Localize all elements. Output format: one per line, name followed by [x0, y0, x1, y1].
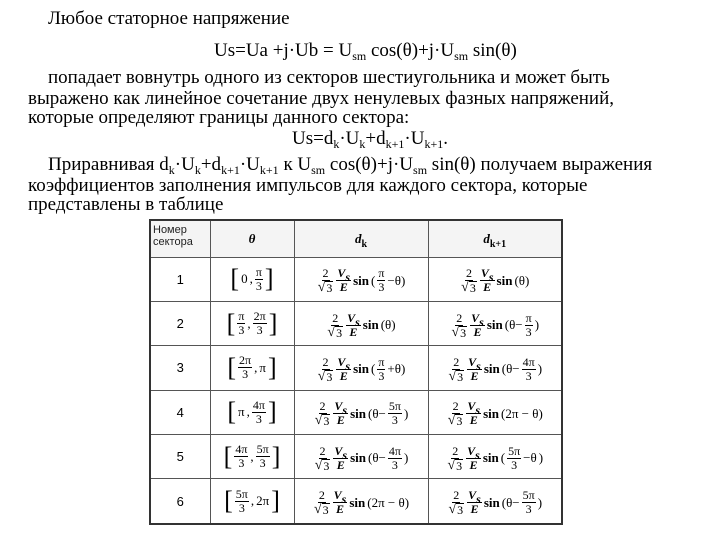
header-sector-number: Номер сектора	[150, 220, 210, 257]
formula-us-polar: $Us=Ua +j\cdot Ub = U_{sm}$ $\cos(\theta)+j\cdot U_{sm}$ sin(θ)	[214, 40, 517, 63]
dk-formula: 2 √ 3 $V_s$ E sin ( π 3 +θ)	[294, 346, 428, 390]
table-row	[150, 435, 562, 479]
table-row	[150, 301, 562, 345]
theta-range: [ π 3 , 2π 3 ]	[210, 301, 294, 345]
dk-formula: 2 √ 3 $V_s$ E sin (θ− 5π 3 )	[294, 390, 428, 434]
sector-number: 6	[150, 479, 210, 524]
theta-range: [ 5π 3 , 2π ]	[210, 479, 294, 524]
paragraph-line-8: коэффициентов заполнения импульсов для каждого сектора, которые	[28, 175, 588, 196]
theta-range: [ 4π 3 , 5π 3 ]	[210, 435, 294, 479]
dk-formula: 2 √ 3 $V_s$ E sin ( π 3 −θ)	[294, 257, 428, 301]
paragraph-line-1: Любое статорное напряжение	[48, 8, 290, 29]
paragraph-line-3: попадает вовнутрь одного из секторов шестиугольника и может быть	[48, 67, 610, 88]
sector-number: 3	[150, 346, 210, 390]
sector-number: 1	[150, 257, 210, 301]
table-row	[150, 346, 562, 390]
paragraph-line-5: которые определяют границы данного сектора:	[28, 107, 410, 128]
dk1-formula: 2 √ 3 $V_s$ E sin (θ− 5π 3 )	[428, 479, 562, 524]
header-theta: θ	[210, 220, 294, 257]
table-row	[150, 390, 562, 434]
dk-formula: 2 √ 3 $V_s$ E sin (θ− 4π 3 )	[294, 435, 428, 479]
theta-range: [ π , 4π 3 ]	[210, 390, 294, 434]
dk1-formula: 2 √ 3 $V_s$ E sin (θ)	[428, 257, 562, 301]
dk1-formula: 2 √ 3 $V_s$ E sin (2π − θ)	[428, 390, 562, 434]
paragraph-line-4: выражено как линейное сочетание двух ненулевых фазных напряжений,	[28, 88, 615, 109]
sector-number: 4	[150, 390, 210, 434]
paragraph-line-9: представлены в таблице	[28, 194, 224, 215]
sector-table	[149, 219, 563, 525]
sector-number: 5	[150, 435, 210, 479]
dk1-formula: 2 √ 3 $V_s$ E sin (θ− 4π 3 )	[428, 346, 562, 390]
dk1-formula: 2 √ 3 $V_s$ E sin ( 5π 3 −θ )	[428, 435, 562, 479]
table-row	[150, 257, 562, 301]
table-row	[150, 479, 562, 524]
header-dk1: $d_{k+1}$	[428, 220, 562, 257]
sector-number: 2	[150, 301, 210, 345]
theta-range: [ 2π 3 , π ]	[210, 346, 294, 390]
formula-us-linear: $Us=d_k\cdot U_k+d_{k+1}\cdot U_{k+1}$.	[292, 128, 448, 151]
dk-formula: 2 √ 3 $V_s$ E sin (θ)	[294, 301, 428, 345]
theta-range: [ 0 , π 3 ]	[210, 257, 294, 301]
header-dk: $d_k$	[294, 220, 428, 257]
dk-formula: 2 √ 3 $V_s$ E sin (2π − θ)	[294, 479, 428, 524]
dk1-formula: 2 √ 3 $V_s$ E sin (θ− $\frac{\pi}{3}$ )	[428, 301, 562, 345]
table-header-row	[150, 220, 562, 257]
paragraph-line-7: Приравнивая $d_k\cdot U_k+d_{k+1}\cdot U_{k+1}$ к $U_{sm}$ $\cos(\theta)+j\cdot U_{sm}$ sin(θ) получаем выражения	[48, 154, 653, 177]
